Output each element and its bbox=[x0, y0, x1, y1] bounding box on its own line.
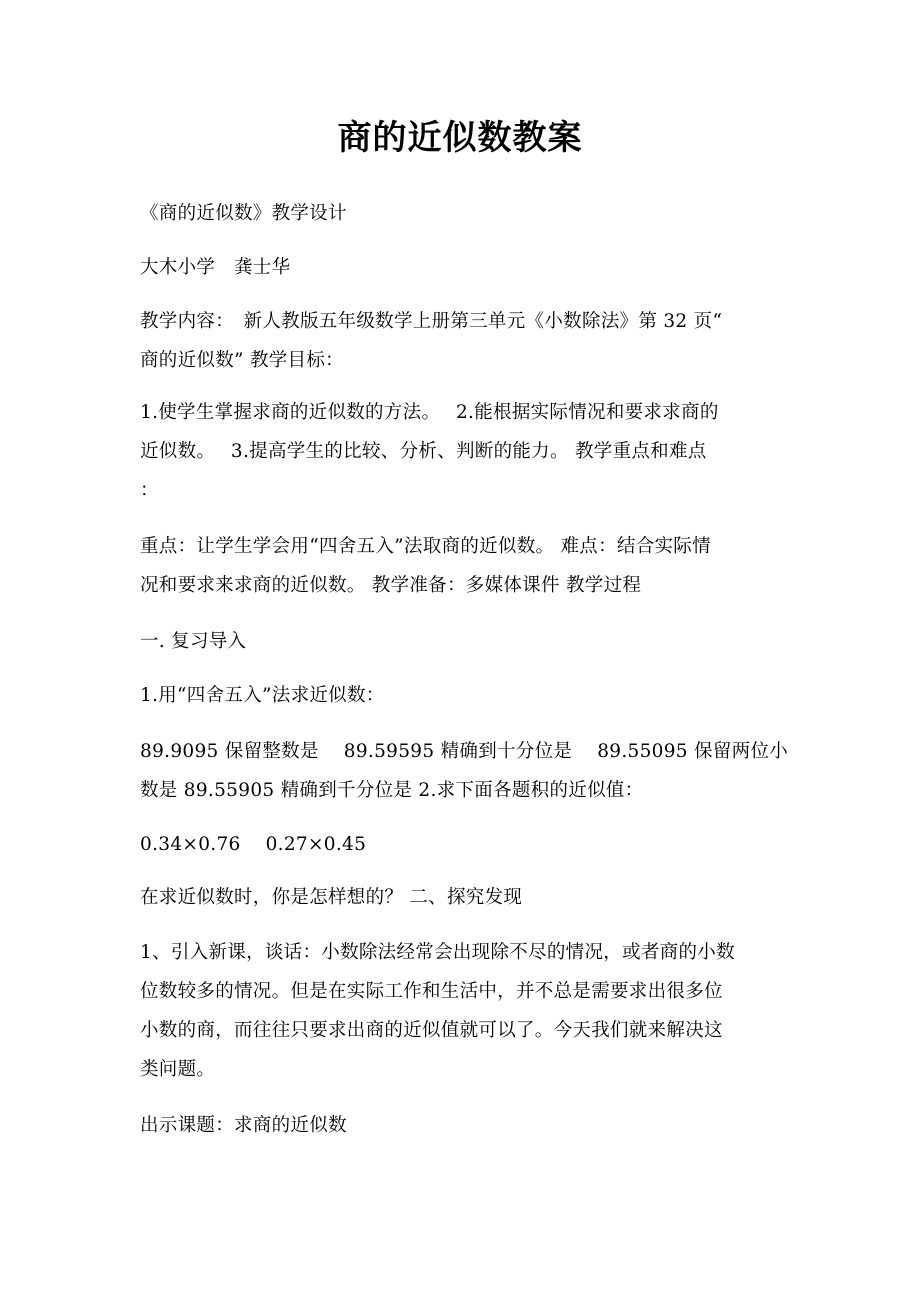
paragraph-line: 商的近似数” 教学目标： bbox=[140, 350, 344, 371]
paragraph-subtitle bbox=[140, 194, 785, 233]
paragraph-author bbox=[140, 248, 785, 287]
paragraph-line: 位数较多的情况。但是在实际工作和生活中，并不总是需要求出很多位 bbox=[140, 981, 723, 1002]
paragraph-teaching-content bbox=[140, 302, 785, 380]
paragraph-line: 小数的商，而往往只要求出商的近似值就可以了。今天我们就来解决这 bbox=[140, 1020, 723, 1041]
paragraph-line: 1.用“四舍五入”法求近似数： bbox=[140, 685, 385, 706]
paragraph-line: 类问题。 bbox=[140, 1059, 216, 1080]
paragraph-line: 教学内容： 新人教版五年级数学上册第三单元《小数除法》第 32 页“ bbox=[140, 311, 723, 332]
paragraph-line: 《商的近似数》教学设计 bbox=[140, 203, 347, 224]
paragraph-teaching-goals bbox=[140, 393, 785, 510]
paragraph-line: 大木小学 龚士华 bbox=[140, 257, 291, 278]
paragraph-line: 0.34×0.76 0.27×0.45 bbox=[140, 834, 367, 855]
paragraph-key-points bbox=[140, 527, 785, 605]
document-title: 商的近似数教案 bbox=[337, 118, 583, 158]
paragraph-reflection bbox=[140, 878, 785, 917]
paragraph-rounding-task bbox=[140, 676, 785, 715]
paragraph-line: 近似数。 3.提高学生的比较、分析、判断的能力。 教学重点和难点 bbox=[140, 441, 707, 462]
paragraph-line: 数是 89.55905 精确到千分位是 2.求下面各题积的近似值： bbox=[140, 780, 644, 801]
paragraph-section-review bbox=[140, 622, 785, 661]
paragraph-products bbox=[140, 825, 785, 864]
paragraph-line: 况和要求来求商的近似数。 教学准备：多媒体课件 教学过程 bbox=[140, 575, 642, 596]
paragraph-line: 重点：让学生学会用“四舍五入”法取商的近似数。 难点：结合实际情 bbox=[140, 536, 711, 557]
paragraph-line: 出示课题：求商的近似数 bbox=[140, 1115, 347, 1136]
paragraph-line: 1、引入新课，谈话：小数除法经常会出现除不尽的情况，或者商的小数 bbox=[140, 942, 735, 963]
paragraph-rounding-exercises bbox=[140, 732, 789, 810]
paragraph-line: 89.9095 保留整数是 89.59595 精确到十分位是 89.55095 保留两位小 bbox=[140, 741, 789, 762]
paragraph-line: 1.使学生掌握求商的近似数的方法。 2.能根据实际情况和要求求商的 bbox=[140, 402, 719, 423]
paragraph-show-topic bbox=[140, 1106, 785, 1145]
paragraph-line: ： bbox=[140, 480, 159, 501]
paragraph-line: 在求近似数时，你是怎样想的？ 二、探究发现 bbox=[140, 887, 523, 908]
paragraph-new-lesson bbox=[140, 933, 785, 1089]
paragraph-line: 一. 复习导入 bbox=[140, 631, 247, 652]
